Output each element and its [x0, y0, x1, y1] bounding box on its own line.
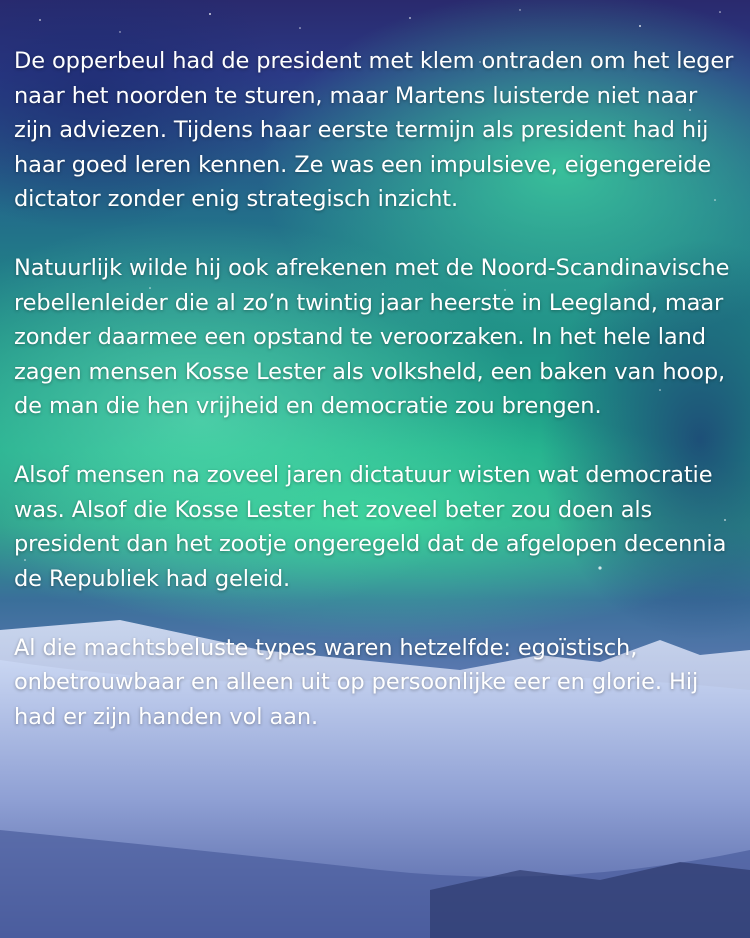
paragraph-1: De opperbeul had de president met klem ontraden om het leger naar het noorden te sturen, maar Martens luisterde niet naar zijn adviezen. Tijdens haar eerste termijn als president had hij haar goed leren kennen. Ze was een impulsieve, eigengereide dictator zonder enig strategisch inzicht.	[14, 48, 734, 212]
paragraph-3: Alsof mensen na zoveel jaren dictatuur wisten wat democratie was. Alsof die Kosse Lester het zoveel beter zou doen als president dan het zootje ongeregeld dat de afgelopen decennia de Republiek had geleid.	[14, 462, 727, 592]
paragraph-4: Al die machtsbeluste types waren hetzelfde: egoïstisch, onbetrouwbaar en alleen uit op persoonlijke eer en glorie. Hij had er zijn handen vol aan.	[14, 634, 699, 730]
story-text	[14, 44, 742, 734]
paragraph-2: Natuurlijk wilde hij ook afrekenen met de Noord-Scandinavische rebellenleider die al zo’n twintig jaar heerste in Leegland, maar zonder daarmee een opstand te veroorzaken. In het hele land zagen mensen Kosse Lester als volksheld, een baken van hoop, de man die hen vrijheid en democratie zou brengen.	[14, 255, 730, 419]
